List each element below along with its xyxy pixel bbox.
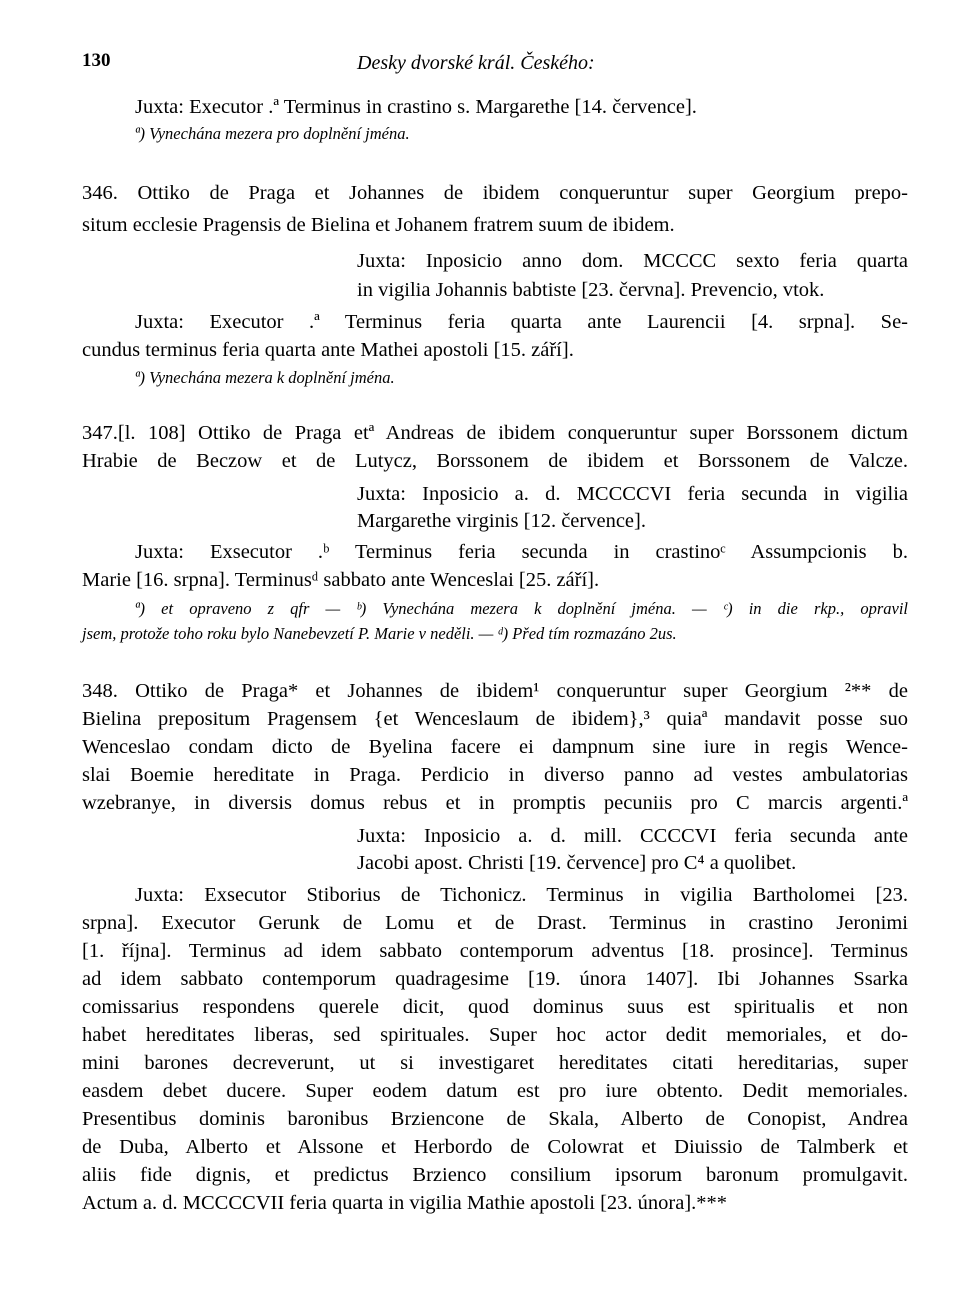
text-line: 346. Ottiko de Praga et Johannes de ibidem conqueruntur super Georgium prepo- bbox=[82, 182, 908, 204]
text-line: aliis fide dignis, et predictus Brzienco consilium ipsorum baronum promulgavit. bbox=[82, 1164, 908, 1186]
text-line: Juxta: Inposicio a. d. mill. CCCCVI feria secunda ante bbox=[357, 825, 908, 847]
text-line: de Duba, Alberto et Alssone et Herbordo de Colowrat et Diuissio de Talmberk et bbox=[82, 1136, 908, 1158]
text-line: ad idem sabbato contemporum quadragesime [19. února 1407]. Ibi Johannes Ssarka bbox=[82, 968, 908, 990]
text-line: Juxta: Executor .ª Terminus in crastino s. Margarethe [14. července]. bbox=[135, 96, 697, 118]
text-line: Jacobi apost. Christi [19. července] pro C⁴ a quolibet. bbox=[357, 852, 797, 874]
text-line: slai Boemie hereditate in Praga. Perdicio in diverso panno ad vestes ambulatorias bbox=[82, 764, 908, 786]
footnote-line: ª) Vynechána mezera pro doplnění jména. bbox=[135, 124, 410, 143]
text-line: habet hereditates liberas, sed spirituales. Super hoc actor dedit memoriales, et do- bbox=[82, 1024, 908, 1046]
text-line: Actum a. d. MCCCCVII feria quarta in vigilia Mathie apostoli [23. února].*** bbox=[82, 1192, 728, 1214]
text-line: cundus terminus feria quarta ante Mathei apostoli [15. září]. bbox=[82, 339, 574, 361]
text-line: Marie [16. srpna]. Terminusᵈ sabbato ante Wenceslai [25. září]. bbox=[82, 569, 600, 591]
text-line: Juxta: Executor .ª Terminus feria quarta ante Laurencii [4. srpna]. Se- bbox=[135, 311, 908, 333]
text-line: 347.[l. 108] Ottiko de Praga etª Andreas de ibidem conqueruntur super Borssonem dictum bbox=[82, 422, 908, 444]
text-line: Juxta: Inposicio anno dom. MCCCC sexto feria quarta bbox=[357, 250, 908, 272]
text-line: Juxta: Exsecutor Stiborius de Tichonicz. Terminus in vigilia Bartholomei [23. bbox=[135, 884, 908, 906]
text-line: easdem debet ducere. Super eodem datum est pro iure obtento. Dedit memoriales. bbox=[82, 1080, 908, 1102]
text-line: Hrabie de Beczow et de Lutycz, Borssonem de ibidem et Borssonem de Valcze. bbox=[82, 450, 908, 472]
text-line: Margarethe virginis [12. července]. bbox=[357, 510, 646, 532]
page-number: 130 bbox=[82, 50, 111, 71]
footnote-line: ª) et opraveno z qfr — ᵇ) Vynechána mezera k doplnění jména. — ᶜ) in die rkp., opravil bbox=[135, 599, 908, 618]
text-line: 348. Ottiko de Praga* et Johannes de ibidem¹ conqueruntur super Georgium ²** de bbox=[82, 680, 908, 702]
footnote-line: ª) Vynechána mezera k doplnění jména. bbox=[135, 368, 395, 387]
text-line: [1. října]. Terminus ad idem sabbato contemporum adventus [18. prosince]. Terminus bbox=[82, 940, 908, 962]
running-title: Desky dvorské král. Českého: bbox=[357, 52, 595, 74]
text-line: Wenceslao condam dicto de Byelina facere ei dampnum sine iure in regis Wence- bbox=[82, 736, 908, 758]
text-line: Bielina prepositum Pragensem {et Wenceslaum de ibidem},³ quiaª mandavit posse suo bbox=[82, 708, 908, 730]
text-line: Presentibus dominis baronibus Brziencone de Skala, Alberto de Conopist, Andrea bbox=[82, 1108, 908, 1130]
text-line: Juxta: Inposicio a. d. MCCCCVI feria secunda in vigilia bbox=[357, 483, 908, 505]
text-line: situm ecclesie Pragensis de Bielina et Johanem fratrem suum de ibidem. bbox=[82, 214, 675, 236]
text-line: srpna]. Executor Gerunk de Lomu et de Drast. Terminus in crastino Jeronimi bbox=[82, 912, 908, 934]
text-line: in vigilia Johannis babtiste [23. června]. Prevencio, vtok. bbox=[357, 279, 825, 301]
footnote-line: jsem, protože toho roku bylo Nanebevzetí P. Marie v neděli. — ᵈ) Před tím rozmazáno 2us. bbox=[82, 624, 677, 643]
text-line: Juxta: Exsecutor .ᵇ Terminus feria secunda in crastinoᶜ Assumpcionis b. bbox=[135, 541, 908, 563]
text-line: mini barones decreverunt, ut si investigaret hereditates citati hereditarias, super bbox=[82, 1052, 908, 1074]
text-line: comissarius respondens querele dicit, quod dominus suus est spiritualis et non bbox=[82, 996, 908, 1018]
text-line: wzebranye, in diversis domus rebus et in promptis pecuniis pro C marcis argenti.ª bbox=[82, 792, 908, 814]
